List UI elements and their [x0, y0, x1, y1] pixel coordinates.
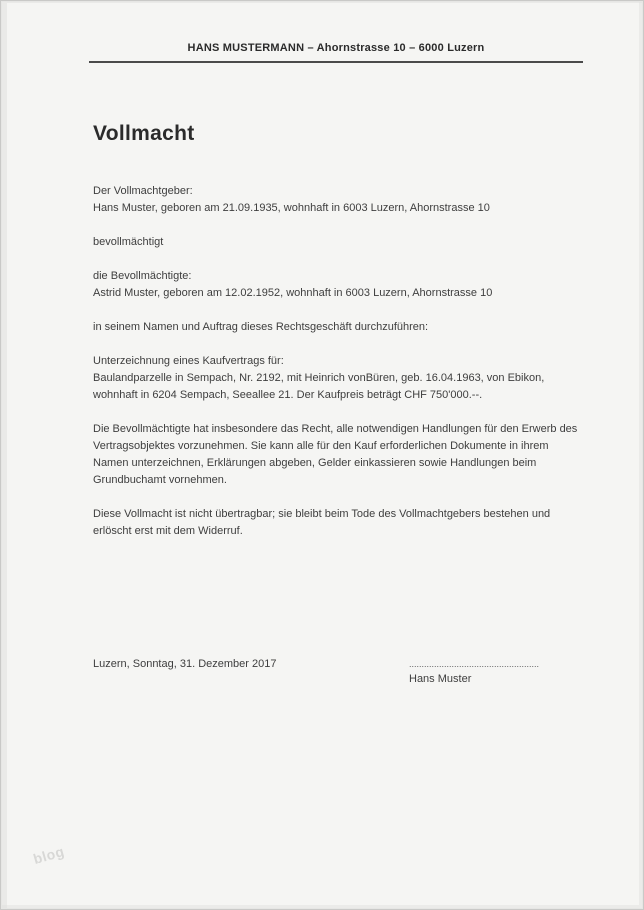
paragraph-line: Baulandparzelle in Sempach, Nr. 2192, mit Heinrich vonBüren, geb. 16.04.1963, von Ebikon, — [93, 372, 545, 384]
paragraph — [93, 421, 583, 489]
paragraph-line: Der Vollmachtgeber: — [93, 185, 193, 197]
paragraph — [93, 506, 583, 540]
paragraph — [93, 183, 583, 217]
signature-area — [409, 660, 559, 687]
paragraph-line: wohnhaft in 6204 Sempach, Seeallee 21. Der Kaufpreis beträgt CHF 750'000.--. — [93, 389, 483, 401]
document-body — [93, 183, 583, 540]
watermark: blog — [31, 842, 67, 868]
paragraph-line: Namen unterzeichnen, Erklärungen abgeben, Gelder einkassieren sowie Handlungen beim — [93, 457, 537, 469]
paragraph-line: Astrid Muster, geboren am 12.02.1952, wohnhaft in 6003 Luzern, Ahornstrasse 10 — [93, 287, 493, 299]
paragraph — [93, 353, 583, 404]
paragraph-line: bevollmächtigt — [93, 236, 164, 248]
letterhead — [89, 41, 583, 63]
paragraph-line: Unterzeichnung eines Kaufvertrags für: — [93, 355, 284, 367]
paragraph-line: Diese Vollmacht ist nicht übertragbar; sie bleibt beim Tode des Vollmachtgebers bestehen und — [93, 508, 551, 520]
paragraph-line: erlöscht erst mit dem Widerruf. — [93, 525, 243, 537]
signature-block — [93, 656, 559, 687]
signature-dotted-line: .................................................... — [409, 660, 540, 669]
paragraph-line: Die Bevollmächtigte hat insbesondere das Recht, alle notwendigen Handlungen für den Erwerb des — [93, 423, 578, 435]
paragraph — [93, 319, 583, 336]
page-title: Vollmacht — [93, 122, 195, 145]
signature-name: Hans Muster — [409, 673, 472, 685]
letterhead-rule — [89, 61, 583, 63]
paragraph-line: die Bevollmächtigte: — [93, 270, 192, 282]
paragraph-line: Grundbuchamt vornehmen. — [93, 474, 227, 486]
paragraph — [93, 268, 583, 302]
letterhead-text: HANS MUSTERMANN – Ahornstrasse 10 – 6000 Luzern — [187, 42, 485, 54]
paragraph-line: Hans Muster, geboren am 21.09.1935, wohnhaft in 6003 Luzern, Ahornstrasse 10 — [93, 202, 490, 214]
paragraph-line: Vertragsobjektes vorzunehmen. Sie kann alle für den Kauf erforderlichen Dokumente in ihrem — [93, 440, 549, 452]
paragraph-line: in seinem Namen und Auftrag dieses Rechtsgeschäft durchzuführen: — [93, 321, 429, 333]
place-date: Luzern, Sonntag, 31. Dezember 2017 — [93, 658, 277, 670]
paragraph — [93, 234, 583, 251]
